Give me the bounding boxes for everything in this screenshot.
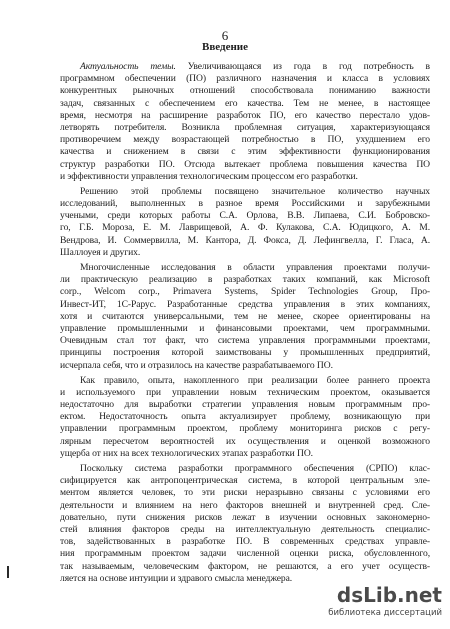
text-line [60, 436, 430, 448]
line-text: Вендрова, И. Соммервилла, М. Кантора, Д. Фокса, Д. Лефингвелла, Г. Гласа, А. [60, 234, 430, 246]
line-text: corp., Welcom corp., Primavera Systems, Spider Technologies Group, Про- [60, 286, 430, 298]
line-text: стей влияния факторов среды на интеллектуальную деятельность специалис- [60, 523, 430, 535]
line-text: и используемого при управлении новым техническим проектом, оказывается [60, 386, 430, 398]
text-line [60, 110, 430, 122]
watermark-logo-tld: .net [397, 583, 442, 607]
line-text: ментом является человек, то эти риски неразрывно связаны с условиями его [60, 487, 430, 499]
watermark [270, 583, 442, 621]
watermark-logo-name: dsLib [336, 583, 398, 607]
line-text: ектом. Недостаточность опыта актуализирует проблему, возникающую при [60, 411, 430, 423]
text-line [60, 198, 430, 210]
watermark-tagline: библиотека диссертаций [328, 608, 442, 618]
line-text: хотя и считаются универсальными, тем не менее, скорее ориентированы на [60, 310, 430, 322]
text-line [60, 475, 430, 487]
line-text: Шаллоуея и других. [60, 246, 141, 258]
line-text: Увеличивающаяся из года в год потребность в [175, 61, 430, 72]
text-line [60, 423, 430, 435]
text-line [60, 500, 430, 512]
text-line [60, 347, 430, 359]
line-text: довательно, пути снижения рисков лежат в изучении основных закономерно- [60, 511, 430, 523]
margin-mark [7, 566, 9, 578]
text-line [60, 448, 430, 460]
paragraph [60, 262, 430, 372]
line-text: принципы построения которой заимствованы у промышленных предприятий, [60, 347, 430, 359]
line-text: исчерпала себя, что и отразилось на качестве разрабатываемого ПО. [60, 359, 333, 371]
text-line [60, 536, 430, 548]
text-line [60, 134, 430, 146]
line-text: качества и снижением в связи с этим эффективности функционирования [60, 146, 430, 158]
line-text: деятельности и влиянием на него факторов внешней и внутренней сред. Сле- [60, 499, 430, 511]
line-text: летворять потребителя. Возникла проблемная ситуация, характеризующаяся [60, 121, 430, 133]
lead-phrase: Актуальность темы. [80, 61, 176, 72]
paragraph [60, 186, 430, 259]
text-line [60, 159, 430, 171]
line-text: так называемым, человеческим фактором, не решаются, а его учет осуществ- [60, 560, 430, 572]
line-text: управление промышленными и финансовыми проектами, чем программными. [60, 322, 430, 334]
line-text: ли практическую реализацию в разработках таких компаний, как Microsoft [60, 274, 430, 286]
line-text: конкурентных рыночных отношений способствовала пониманию важности [60, 85, 430, 97]
text-line [60, 61, 430, 73]
body-text [60, 61, 430, 588]
line-text: ляется на основе интуиции и здравого смысла менеджера. [60, 572, 293, 584]
text-line [60, 487, 430, 499]
line-text: программном обеспечении (ПО) различного назначения и класса в условиях [60, 73, 430, 85]
line-text: противоречием между возрастающей потребностью в ПО, ухудшением его [60, 134, 430, 146]
text-line [60, 235, 430, 247]
text-line [60, 98, 430, 110]
line-text: Инвест-ИТ, 1С-Рарус. Разработанные средства управления в этих компаниях, [60, 298, 430, 310]
line-text: исследований, выполненных в разное время Российскими и зарубежными [60, 198, 430, 210]
text-line [60, 561, 430, 573]
line-text: ущерба от них на всех технологических этапах разработки ПО. [60, 447, 313, 459]
text-line [60, 262, 430, 274]
line-text: Многочисленные исследования в области управления проектами получи- [80, 262, 430, 273]
line-text: го, Г.Б. Мороза, Е. М. Лаврищевой, А. Ф. Кулакова, С.А. Юдицкого, А. М. [60, 222, 430, 234]
line-text: сифицируется как антропоцентрическая система, в которой центральным эле- [60, 475, 430, 487]
paragraph [60, 375, 430, 460]
text-line [60, 335, 430, 347]
text-line [60, 399, 430, 411]
text-line [60, 171, 430, 183]
line-text: Как правило, опыта, накопленного при реализации более раннего проекта [80, 374, 430, 386]
text-line [60, 186, 430, 198]
text-line [60, 299, 430, 311]
paragraph [60, 61, 430, 183]
text-line [60, 411, 430, 423]
text-line [60, 210, 430, 222]
line-text: ния программным проектом задачи численной оценки риска, обусловленного, [60, 548, 430, 560]
watermark-logo [270, 583, 442, 607]
line-text: задач, связанных с обеспечением его качества. Тем не менее, в настоящее [60, 97, 430, 109]
text-line [60, 375, 430, 387]
line-text: Решению этой проблемы посвящено значительное количество научных [80, 185, 430, 197]
text-line [60, 311, 430, 323]
page-number: 6 [221, 28, 229, 43]
text-line [60, 463, 430, 475]
line-text: недостаточно для выработки стратегии управления новым программным про- [60, 399, 430, 411]
line-text: структур разработки ПО. Отсюда вытекает проблема повышения качества ПО [60, 158, 430, 170]
text-line [60, 286, 430, 298]
text-line [60, 247, 430, 259]
text-line [60, 387, 430, 399]
line-text: тов, задействованных в разработке ПО. В современных средствах управле- [60, 536, 430, 548]
text-line [60, 122, 430, 134]
text-line [60, 512, 430, 524]
line-text: время, несмотря на расширение разработок ПО, его качество перестало удов- [60, 109, 430, 121]
paragraph [60, 463, 430, 585]
text-line [60, 222, 430, 234]
text-line [60, 323, 430, 335]
line-text: учеными, среди которых работы С.А. Орлова, В.В. Липаева, С.И. Бобровско- [60, 210, 430, 222]
text-line [60, 146, 430, 158]
text-line [60, 274, 430, 286]
line-text: Поскольку система разработки программного обеспечения (СРПО) клас- [80, 463, 430, 474]
text-line [60, 73, 430, 85]
line-text: управлении программным проектом, проблему мониторинга рисков с регу- [60, 423, 430, 435]
text-line [60, 360, 430, 372]
text-line [60, 524, 430, 536]
line-text: и эффективности управления технологическим процессом его разработки. [60, 170, 358, 182]
text-line [60, 548, 430, 560]
line-text: Очевидным стал тот факт, что система управления программными проектами, [60, 335, 430, 347]
line-text: лярным пересчетом вероятностей их осуществления и оценкой возможного [60, 435, 430, 447]
section-heading: Введение [201, 41, 249, 53]
text-line [60, 85, 430, 97]
